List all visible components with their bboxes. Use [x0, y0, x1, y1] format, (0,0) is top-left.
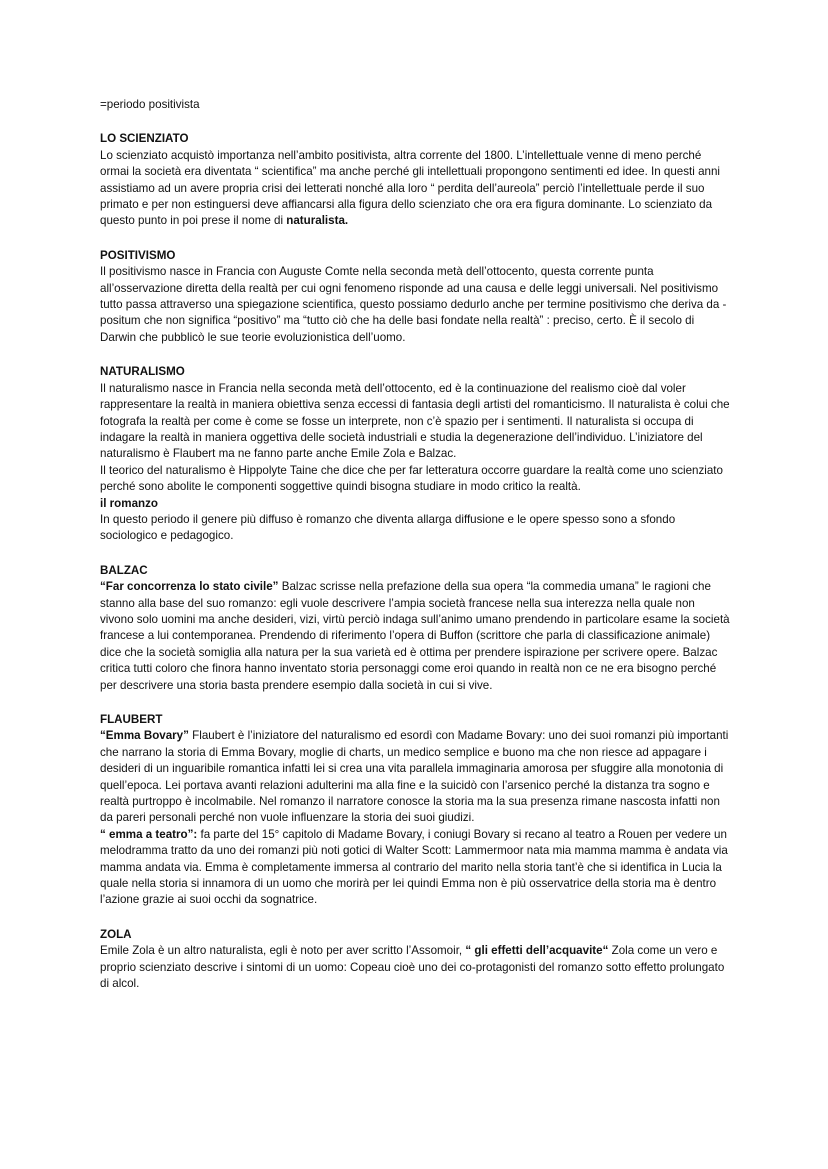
paragraph-naturalismo-1: Il naturalismo nasce in Francia nella seconda metà dell’ottocento, ed è la continuazione del realismo cioè dal voler rappresentare la realtà in maniera obiettiva senza eccessi di fantasia degli artisti del romanticismo. Il naturalista è colui che fotografa la realtà per come è come se fosse un interprete, non c’è spazio per i sentimenti. Il naturalista si occupa di indagare la realtà in maniera oggettiva delle società industriali e studia la degenerazione dell’individuo. L’iniziatore del naturalismo è Flaubert ma ne fanno parte anche Emile Zola e Balzac.: [100, 381, 730, 461]
bold-acquavite: “ gli effetti dell’acquavite“: [465, 944, 609, 958]
paragraph-scienziato: [100, 148, 730, 230]
heading-naturalismo: NATURALISMO: [100, 365, 185, 379]
section-scienziato: [100, 131, 730, 229]
section-balzac: [100, 563, 730, 694]
bold-balzac-quote: “Far concorrenza lo stato civile”: [100, 580, 279, 594]
intro-line: =periodo positivista: [100, 98, 200, 111]
paragraph-zola: [100, 943, 730, 992]
heading-balzac: BALZAC: [100, 563, 148, 577]
text-balzac: Balzac scrisse nella prefazione della sua opera “la commedia umana” le ragioni che stanno alla base del suo romanzo: egli vuole descrivere l’ampia società francese nella sua interezza nella quale non vivono solo uomini ma anche desideri, vizi, virtù perciò indaga sull’animo umano prendendo in particolare esame la società francese a lui contemporanea. Prendendo di riferimento l’opera di Buffon (scrittore che parla di classificazione animale) dice che la società somiglia alla natura per la sua varietà ed è ottima per prendere ispirazione per scrivere opere. Balzac critica tutti coloro che finora hanno inventato storia personaggi come eroi quando in realtà non ce ne era bisogno perché per descrivere una storia basta prendere esempio dalla società in cui si vive.: [100, 580, 730, 692]
paragraph-naturalismo-2: Il teorico del naturalismo è Hippolyte Taine che dice che per far letteratura occorre guardare la realtà come uno scienziato perché sono abolite le componenti soggettive quindi bisogna studiare in modo critico la realtà.: [100, 463, 723, 494]
paragraph-naturalismo-3: In questo periodo il genere più diffuso è romanzo che diventa allarga diffusione e le opere spesso sono a sfondo sociologico e pedagogico.: [100, 512, 676, 543]
document-page: [100, 97, 730, 1011]
paragraph-flaubert-2: [100, 827, 730, 909]
section-flaubert: [100, 712, 730, 909]
text-zola-2: Zola come un vero e proprio scienziato descrive i sintomi di un uomo: Copeau cioè uno dei co-protagonisti del romanzo sotto effetto prolungato di alcol.: [100, 944, 725, 991]
heading-flaubert: FLAUBERT: [100, 713, 163, 726]
text-flaubert-1: Flaubert è l’iniziatore del naturalismo ed esordì con Madame Bovary: uno dei suoi romanzi più importanti che narrano la storia di Emma Bovary, moglie di charts, un medico semplice e buono ma che non riesce ad appagare i desideri di un inguaribile romantica infatti lei si crea una vita parallela immaginaria amorosa per sfuggire alla monotonia di quell’epoca. Lei portava avanti relazioni adulterini ma alla fine e la suicidò con l’arsenico perché la distanza tra sogno e realtà purtroppo è incolmabile. Nel romanzo il narratore conosce la storia ma la sua presenza rimane nascosta infatti non da pareri personali perché non vuole influenzare la storia dei suoi giudizi.: [100, 729, 729, 825]
heading-zola: ZOLA: [100, 927, 132, 941]
heading-positivismo: POSITIVISMO: [100, 248, 176, 262]
subheading-romanzo: il romanzo: [100, 496, 158, 510]
paragraph-positivismo: Il positivismo nasce in Francia con Auguste Comte nella seconda metà dell’ottocento, questa corrente punta all’osservazione diretta della realtà per cui ogni fenomeno risponde ad una causa e delle leggi universali. Nel positivismo tutto passa attraverso una spiegazione scientifica, questo possiamo dedurlo anche per termine positivismo che deriva da -positum che non significa “positivo” ma “tutto ciò che ha delle basi fondate nella realtà” : preciso, certo. È il secolo di Darwin che pubblicò le sue teorie evoluzionistica dell’uomo.: [100, 265, 727, 344]
bold-emma-teatro: “ emma a teatro”:: [100, 827, 198, 841]
heading-scienziato: LO SCIENZIATO: [100, 132, 189, 146]
bold-emma-bovary: “Emma Bovary”: [100, 729, 189, 743]
text-flaubert-2: fa parte del 15° capitolo di Madame Bovary, i coniugi Bovary si recano al teatro a Rouen per vedere un melodramma tratto da uno dei romanzi più noti gotici di Walter Scott: Lammermoor nata mia mamma mamma è andata via mamma andata via. Emma è completamente immersa al contrario del marito nella storia tant’è che si identifica in Lucia la quale nella storia si innamora di un uomo che morirà per lei quindi Emma non è più osservatrice della storia ma è dentro l’azione grazie ai suoi occhi da sognatrice.: [100, 827, 728, 907]
paragraph-flaubert-1: [100, 728, 730, 826]
text-zola-1: Emile Zola è un altro naturalista, egli è noto per aver scritto l’Assomoir,: [100, 944, 466, 958]
section-positivismo: [100, 248, 730, 346]
section-naturalismo: [100, 364, 730, 544]
paragraph-balzac: [100, 579, 730, 694]
section-zola: [100, 927, 730, 993]
bold-naturalista: naturalista.: [286, 214, 349, 228]
text-scienziato: Lo scienziato acquistò importanza nell’ambito positivista, altra corrente del 1800. L’intellettuale venne di meno perché ormai la società era diventata “ scientifica” ma anche perché gli intellettuali propongono sentimenti ed idee. In questi anni assistiamo ad un avere propria crisi dei letterati nonché alla loro “ perdita dell’aureola” perciò l’intellettuale perde il suo primato e per non estinguersi deve affiancarsi alla figura dello scienziato che ora era figura dominante. Lo scienziato da questo punto in poi prese il nome di: [100, 148, 720, 228]
